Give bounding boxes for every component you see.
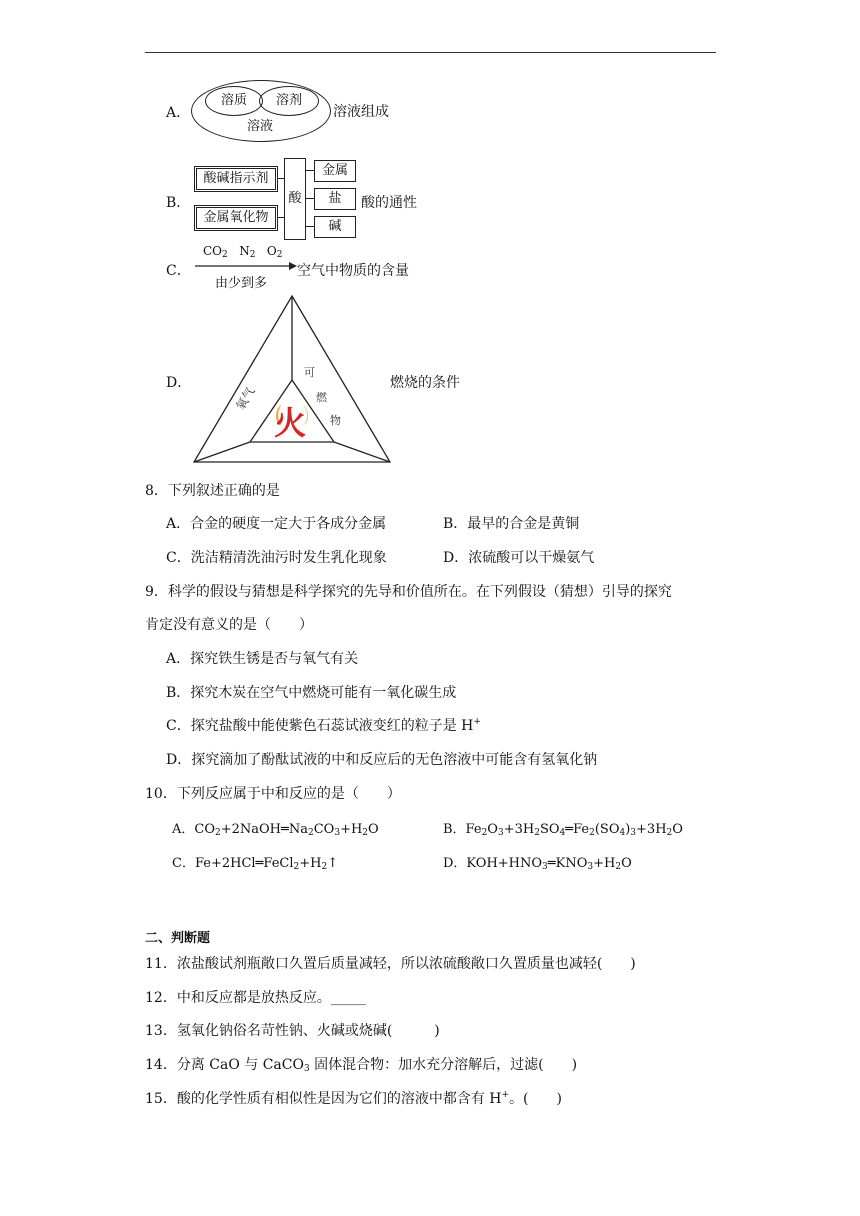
q14: 14．分离 CaO 与 CaCO$_3$ 固体混合物：加水充分溶解后，过滤( )	[145, 1057, 578, 1074]
q10-stem: 10．下列反应属于中和反应的是（ ）	[145, 786, 401, 802]
acid-box: 酸	[284, 158, 306, 240]
q7-option-c-caption: 空气中物质的含量	[297, 263, 409, 279]
co2-label: CO	[203, 244, 223, 258]
air-content-arrow-diagram	[193, 242, 297, 292]
indicator-box: 酸碱指示剂	[196, 168, 276, 190]
n2-label: N	[239, 244, 250, 258]
q9-stem-line2: 肯定没有意义的是（ ）	[145, 617, 313, 633]
q7-option-b-letter: B．	[166, 195, 191, 211]
combustible-label-1: 可	[304, 366, 315, 379]
q8-option-b: B．最早的合金是黄铜	[443, 516, 580, 532]
solution-composition-diagram	[191, 80, 331, 142]
q10-option-a: A．$CO_2+2NaOH═Na_2CO_3+H_2O$	[172, 822, 379, 838]
gas-list: $CO_2$ $N_2$ $O_2$	[203, 244, 283, 260]
combustible-label-3: 物	[330, 414, 341, 427]
q9-option-b: B．探究木炭在空气中燃烧可能有一氧化碳生成	[166, 685, 457, 701]
fire-character: 火	[274, 404, 307, 442]
solution-label: 溶液	[246, 119, 273, 134]
q15: 15．酸的化学性质有相似性是因为它们的溶液中都含有 H+。( )	[145, 1090, 562, 1107]
low-to-high-label: 由少到多	[215, 276, 268, 291]
q13: 13．氢氧化钠俗名苛性钠、火碱或烧碱( )	[145, 1023, 440, 1039]
q9-option-a: A．探究铁生锈是否与氧气有关	[166, 651, 359, 667]
q10-option-c: C．$Fe+2HCl═FeCl_2+H_2↑$	[172, 856, 339, 872]
q7-option-d-caption: 燃烧的条件	[390, 375, 460, 391]
header-rule	[145, 52, 716, 53]
q7-option-d-letter: D．	[166, 375, 192, 391]
q10-option-b: B．$Fe_2O_3+3H_2SO_4═Fe_2(SO_4)_3+3H_2O$	[443, 822, 683, 838]
q9-option-c: C．探究盐酸中能使紫色石蕊试液变红的粒子是 H+	[166, 717, 481, 734]
metal-oxide-box: 金属氧化物	[196, 207, 276, 229]
q12: 12．中和反应都是放热反应。_____	[145, 990, 366, 1006]
q8-option-a: A．合金的硬度一定大于各成分金属	[166, 516, 387, 532]
acid-properties-diagram	[193, 158, 363, 240]
salt-box: 盐	[314, 188, 356, 210]
q10-option-d: D．$KOH+HNO_3═KNO_3+H_2O$	[443, 856, 632, 872]
q9-stem-line1: 9．科学的假设与猜想是科学探究的先导和价值所在。在下列假设（猜想）引导的探究	[145, 584, 672, 600]
metal-box: 金属	[314, 160, 356, 182]
o2-label: O	[266, 244, 277, 258]
q7-option-c-letter: C．	[166, 263, 191, 279]
q9-option-d: D．探究滴加了酚酞试液的中和反应后的无色溶液中可能含有氢氧化钠	[166, 752, 598, 768]
oxygen-label: 氧气	[233, 384, 258, 413]
q8-option-d: D．浓硫酸可以干燥氨气	[443, 550, 595, 566]
q8-stem: 8．下列叙述正确的是	[145, 483, 280, 499]
solvent-ellipse: 溶剂	[259, 86, 319, 116]
section2-heading: 二、判断题	[145, 931, 211, 946]
solute-ellipse: 溶质	[205, 86, 263, 116]
right-arrow-icon	[193, 261, 297, 271]
q11: 11．浓盐酸试剂瓶敞口久置后质量减轻，所以浓硫酸敞口久置质量也减轻( )	[145, 956, 636, 972]
base-box: 碱	[314, 216, 356, 238]
combustible-label-2: 燃	[316, 391, 327, 404]
q8-option-c: C．洗洁精清洗油污时发生乳化现象	[166, 550, 387, 566]
q7-option-a-letter: A．	[166, 105, 191, 121]
q7-option-b-caption: 酸的通性	[361, 195, 417, 211]
q7-option-a-caption: 溶液组成	[333, 104, 389, 120]
